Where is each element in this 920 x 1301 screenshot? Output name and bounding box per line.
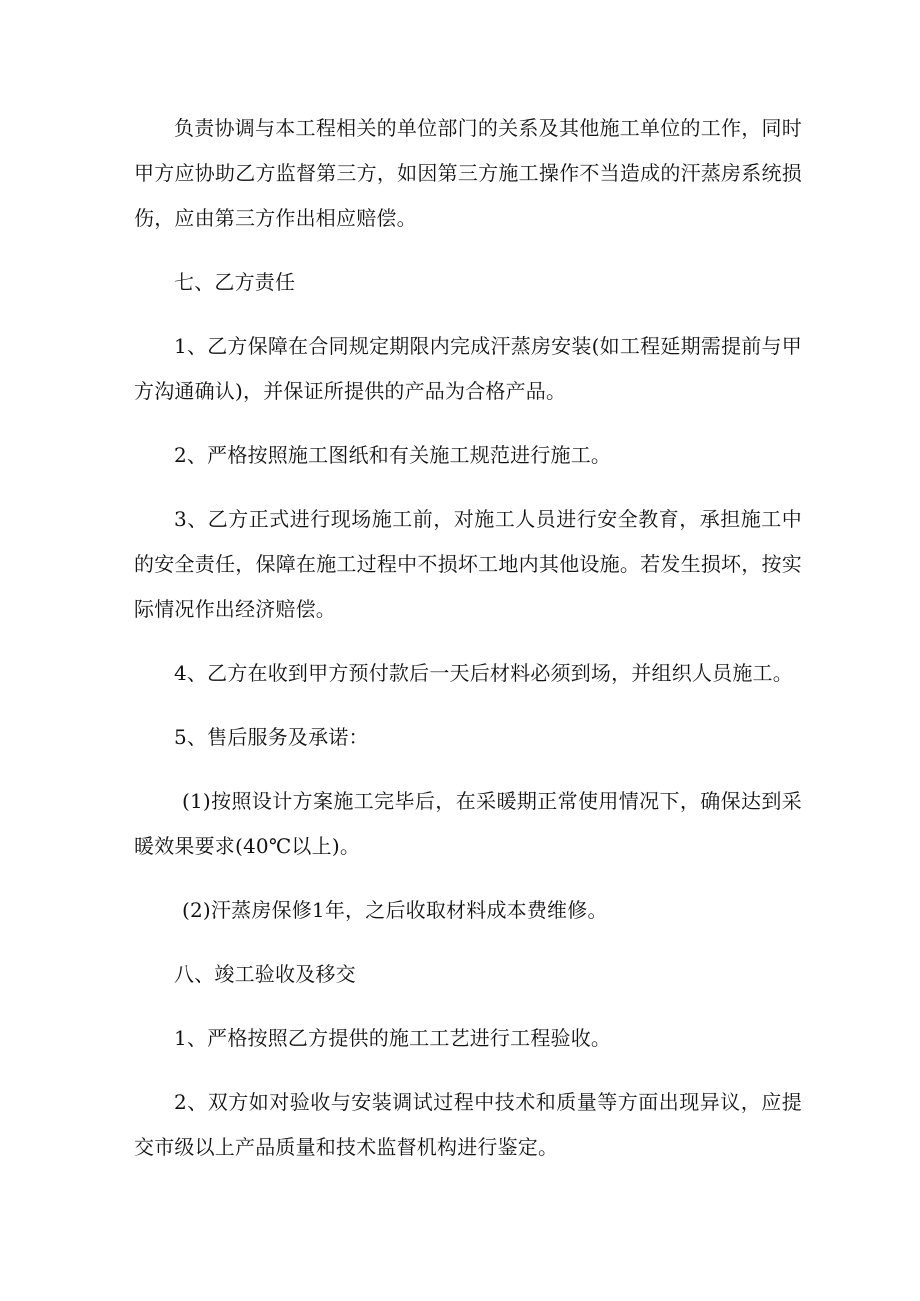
list-item-1: 1、乙方保障在合同规定期限内完成汗蒸房安装(如工程延期需提前与甲方沟通确认)，并保证所提供的产品为合格产品。 [134,334,802,403]
section-heading-party-b-responsibility: 七、乙方责任 [174,270,296,294]
list-item-3: 3、乙方正式进行现场施工前，对施工人员进行安全教育，承担施工中的安全责任，保障在施工过程中不损坏工地内其他设施。若发生损坏，按实际情况作出经济赔偿。 [134,507,802,621]
sub-list-item-1: (1)按照设计方案施工完毕后，在采暖期正常使用情况下，确保达到采暖效果要求(40℃以上)。 [134,789,802,858]
list-item-5: 5、售后服务及承诺： [174,725,369,749]
list-item-2: 2、严格按照施工图纸和有关施工规范进行施工。 [174,443,612,467]
paragraph-coordination: 负责协调与本工程相关的单位部门的关系及其他施工单位的工作，同时甲方应协助乙方监督第三方，如因第三方施工操作不当造成的汗蒸房系统损伤，应由第三方作出相应赔偿。 [134,116,802,230]
document-body [134,106,802,1170]
acceptance-list-item-1: 1、严格按照乙方提供的施工工艺进行工程验收。 [174,1026,612,1050]
sub-list-item-2: (2)汗蒸房保修1年，之后收取材料成本费维修。 [182,898,608,922]
section-heading-acceptance: 八、竣工验收及移交 [174,962,356,986]
acceptance-list-item-2: 2、双方如对验收与安装调试过程中技术和质量等方面出现异议，应提交市级以上产品质量和技术监督机构进行鉴定。 [134,1090,802,1159]
list-item-4: 4、乙方在收到甲方预付款后一天后材料必须到场，并组织人员施工。 [174,661,793,685]
